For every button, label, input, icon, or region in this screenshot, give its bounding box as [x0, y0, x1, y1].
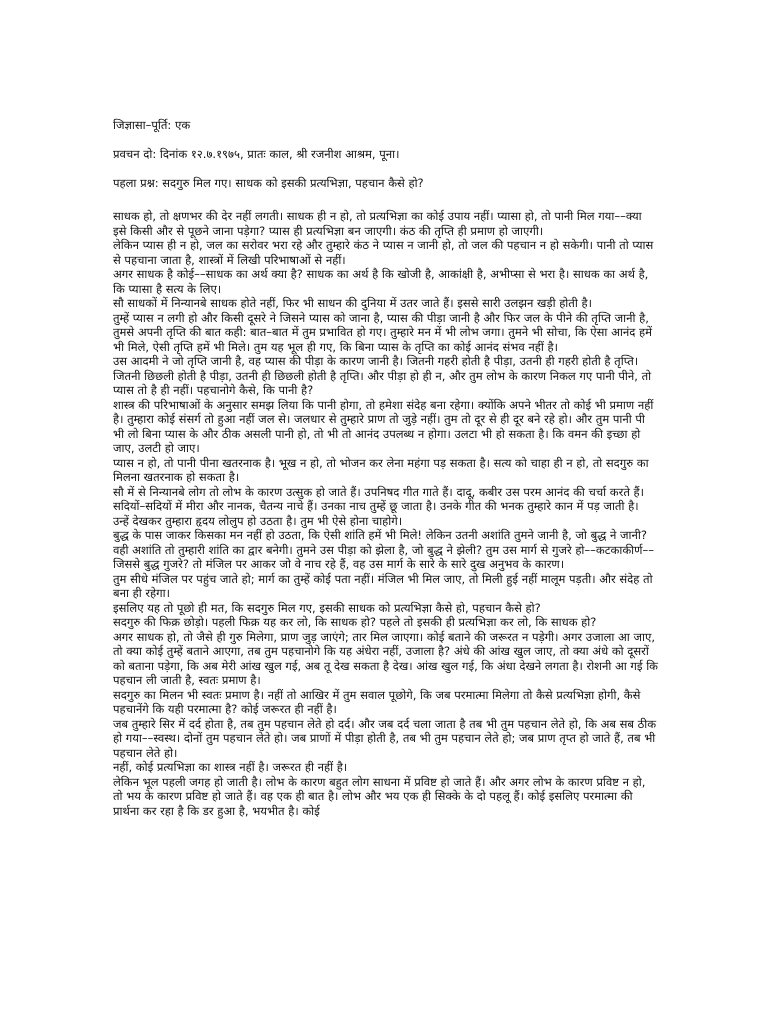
paragraph: सौ में से निन्यानबे लोग तो लोभ के कारण उत्सुक हो जाते हैं। उपनिषद गीत गाते हैं। दादू, कबीर उस परम आनंद की चर्चा करते हैं। सदियों–सदियों में मीरा और नानक, चैतन्य नाचे हैं। उनका नाच तुम्हें छू जाता है। उनके गीत की भनक तुम्हारे कान में पड़ जाती है। उन्हें देखकर तुम्हारा हृदय लोलुप हो उठता है। तुम भी ऐसे होना चाहोगे। — [113, 484, 644, 528]
spacer — [113, 191, 658, 206]
paragraph: जब तुम्हारे सिर में दर्द होता है, तब तुम पहचान लेते हो दर्द। और जब दर्द चला जाता है तब भी तुम पहचान लेते हो, कि अब सब ठीक हो गया––स्वस्थ। दोनों तुम पहचान लेते हो। जब प्राणों में पीड़ा होती है, तब भी तुम पहचान लेते हो; जब प्राण तृप्त हो जाते हैं, तब भी पहचान लेते हो। — [113, 716, 657, 760]
spacer — [113, 162, 658, 177]
paragraph: सदगुरु का मिलन भी स्वतः प्रमाण है। नहीं तो आखिर में तुम सवाल पूछोगे, कि जब परमात्मा मिलेगा तो कैसे प्रत्यभिज्ञा होगी, कैसे पहचानेंगे कि यही परमात्मा है? कोई जरूरत ही नहीं है। — [113, 687, 641, 716]
paragraph: नहीं, कोई प्रत्यभिज्ञा का शास्त्र नहीं है। जरूरत ही नहीं है। — [113, 760, 348, 774]
paragraph: सदगुरु की फिक्र छोड़ो। पहली फिक्र यह कर लो, कि साधक हो? पहले तो इसकी ही प्रत्यभिज्ञा कर लो, कि साधक हो? — [113, 615, 597, 629]
question-line: पहला प्रश्न: सदगुरु मिल गए। साधक को इसकी प्रत्यभिज्ञा, पहचान कैसे हो? — [113, 176, 424, 190]
discourse-date-line: प्रवचन दो: दिनांक १२.७.१९७५, प्रातः काल, श्री रजनीश आश्रम, पूना। — [113, 147, 400, 161]
paragraph: अगर साधक है कोई––साधक का अर्थ क्या है? साधक का अर्थ है कि खोजी है, आकांक्षी है, अभीप्सा से भरा है। साधक का अर्थ है, कि प्यासा है सत्य के लिए। — [113, 267, 649, 296]
paragraph: अगर साधक हो, तो जैसे ही गुरु मिलेगा, प्राण जुड़ जाएंगे; तार मिल जाएगा। कोई बताने की जरूरत न पड़ेगी। अगर उजाला आ जाए, तो क्या कोई तुम्हें बताने आएगा, तब तुम पहचानोगे कि यह अंधेरा नहीं, उजाला है? अंधे की आंख खुल जाए, तो क्या अंधे को दूसरों को बताना पड़ेगा, कि अब मेरी आंख खुल गई, अब तू देख सकता है देख। आंख खुल गई, कि अंधा देखने लगता है। रोशनी आ गई कि पहचान ली जाती है, स्वतः प्रमाण है। — [113, 629, 659, 687]
paragraph: साधक हो, तो क्षणभर की देर नहीं लगती। साधक ही न हो, तो प्रत्यभिज्ञा का कोई उपाय नहीं। प्यासा हो, तो पानी मिल गया––क्या इसे किसी और से पूछने जाना पड़ेगा? प्यास ही प्रत्यभिज्ञा बन जाएगी। कंठ की तृप्ति ही प्रमाण हो जाएगी। — [113, 209, 642, 238]
paragraph: तुम्हें प्यास न लगी हो और किसी दूसरे ने जिसने प्यास को जाना है, प्यास की पीड़ा जानी है और फिर जल के पीने की तृप्ति जानी है, तुमसे अपनी तृप्ति की बात कही: बात–बात में तुम प्रभावित हो गए। तुम्हारे मन में भी लोभ जगा। तुमने भी सोचा, कि ऐसा आनंद हमें भी मिले, ऐसी तृप्ति हमें भी मिले। तुम यह भूल ही गए, कि बिना प्यास के तृप्ति का कोई आनंद संभव नहीं है। — [113, 310, 652, 354]
paragraph: प्यास न हो, तो पानी पीना खतरनाक है। भूख न हो, तो भोजन कर लेना महंगा पड़ सकता है। सत्य को चाहा ही न हो, तो सदगुरु का मिलना खतरनाक हो सकता है। — [113, 455, 649, 484]
paragraph: तुम सीधे मंजिल पर पहुंच जाते हो; मार्ग का तुम्हें कोई पता नहीं। मंजिल भी मिल जाए, तो मिली हुई नहीं मालूम पड़ती। और संदेह तो बना ही रहेगा। — [113, 571, 653, 600]
paragraph: उस आदमी ने जो तृप्ति जानी है, वह प्यास की पीड़ा के कारण जानी है। जितनी गहरी होती है पीड़ा, उतनी ही गहरी होती है तृप्ति। जितनी छिछली होती है पीड़ा, उतनी ही छिछली होती है तृप्ति। और पीड़ा हो ही न, और तुम लोभ के कारण निकल गए पानी पीने, तो प्यास तो है ही नहीं। पहचानोगे कैसे, कि पानी है? — [113, 354, 652, 397]
paragraph: इसलिए यह तो पूछो ही मत, कि सदगुरु मिल गए, इसकी साधक को प्रत्यभिज्ञा कैसे हो, पहचान कैसे हो? — [113, 600, 541, 615]
document-body — [113, 118, 658, 818]
paragraph: शास्त्र की परिभाषाओं के अनुसार समझ लिया कि पानी होगा, तो हमेशा संदेह बना रहेगा। क्योंकि अपने भीतर तो कोई भी प्रमाण नहीं है। तुम्हारा कोई संसर्ग तो हुआ नहीं जल से। जलधार से तुम्हारे प्राण तो जुड़े नहीं। तुम तो दूर से ही दूर बने रहे हो। और तुम पानी पी भी लो बिना प्यास के और ठीक असली पानी हो, तो भी तो आनंद उपलब्ध न होगा। उलटा भी हो सकता है। कि वमन की इच्छा हो जाए, उलटी हो जाए। — [113, 397, 654, 455]
spacer — [113, 133, 658, 148]
paragraph: बुद्ध के पास जाकर किसका मन नहीं हो उठता, कि ऐसी शांति हमें भी मिले! लेकिन उतनी अशांति तुमने जानी है, जो बुद्ध ने जानी? वही अशांति तो तुम्हारी शांति का द्वार बनेगी। तुमने उस पीड़ा को झेला है, जो बुद्ध ने झेली? तुम उस मार्ग से गुजरे हो––कटकाकीर्ण––जिससे बुद्ध गुजरे? तो मंजिल पर आकर जो वे नाच रहे हैं, वह उस मार्ग के सारे के सारे दुख अनुभव के कारण। — [113, 528, 654, 571]
document-title: जिज्ञासा–पूर्ति: एक — [113, 118, 191, 132]
paragraph: लेकिन भूल पहली जगह हो जाती है। लोभ के कारण बहुत लोग साधना में प्रविष्ट हो जाते हैं। और अगर लोभ के कारण प्रविष्ट न हो, तो भय के कारण प्रविष्ट हो जाते हैं। वह एक ही बात है। लोभ और भय एक ही सिक्के के दो पहलू हैं। कोई इसलिए परमात्मा की प्रार्थना कर रहा है कि डर हुआ है, भयभीत है। कोई — [113, 774, 646, 818]
paragraph: सौ साधकों में निन्यानबे साधक होते नहीं, फिर भी साधन की दुनिया में उतर जाते हैं। इससे सारी उलझन खड़ी होती है। — [113, 296, 592, 310]
answer-text — [113, 209, 658, 818]
paragraph: लेकिन प्यास ही न हो, जल का सरोवर भरा रहे और तुम्हारे कंठ ने प्यास न जानी हो, तो जल की पहचान न हो सकेगी। पानी तो प्यास से पहचाना जाता है, शास्त्रों में लिखी परिभाषाओं से नहीं। — [113, 238, 654, 267]
